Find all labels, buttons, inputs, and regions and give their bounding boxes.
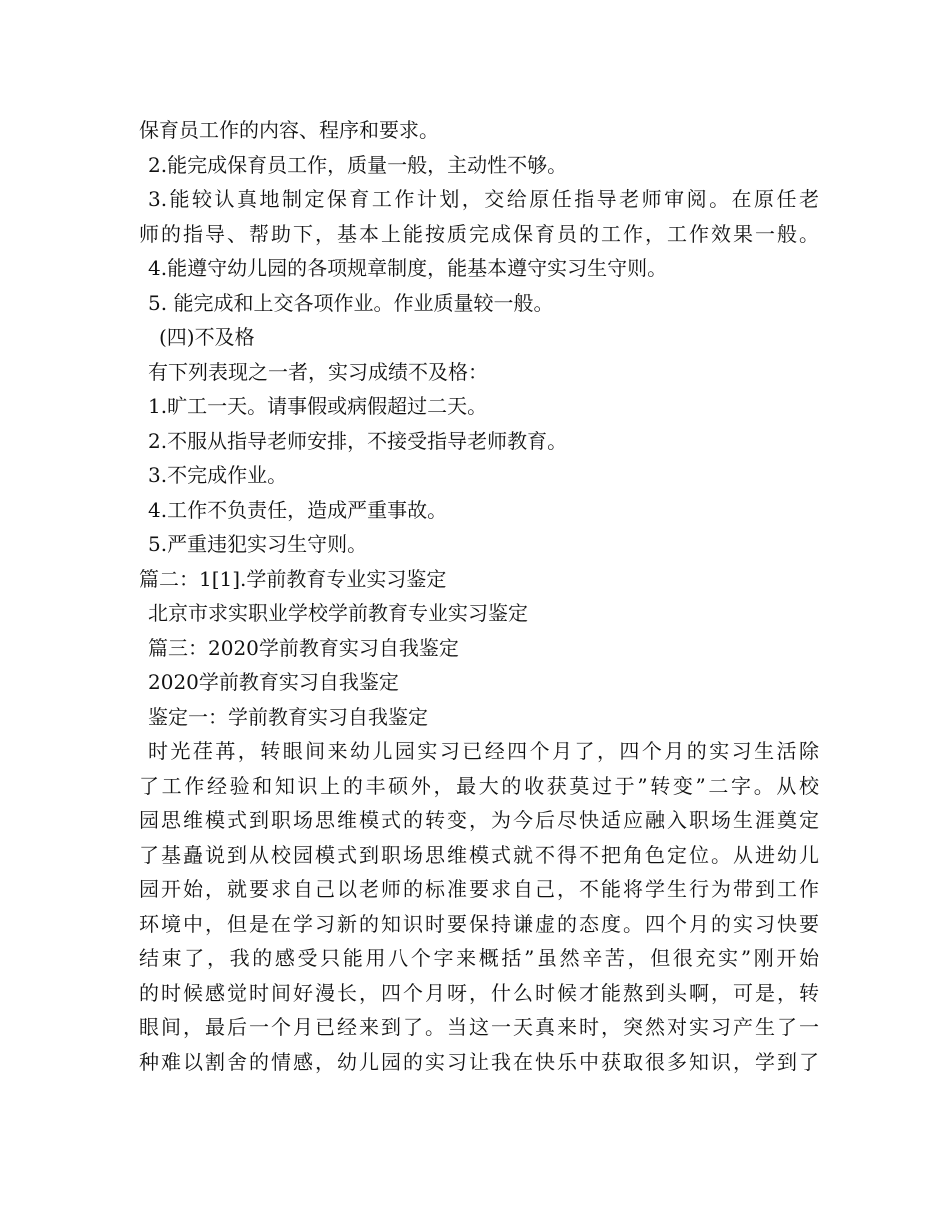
text-line: 的时候感觉时间好漫长，四个月呀，什么时候才能熬到头啊，可是，转: [139, 980, 819, 1005]
text-line: 4.能遵守幼儿园的各项规章制度，能基本遵守实习生守则。: [148, 256, 668, 280]
text-line: 时光荏苒，转眼间来幼儿园实习已经四个月了，四个月的实习生活除: [148, 739, 819, 763]
text-line: 3.能较认真地制定保育工作计划，交给原任指导老师审阅。在原任老: [148, 187, 819, 211]
text-line: 5. 能完成和上交各项作业。作业质量较一般。: [148, 290, 554, 315]
text-line: 鉴定一：学前教育实习自我鉴定: [148, 704, 428, 729]
text-line: 2.不服从指导老师安排，不接受指导老师教育。: [148, 428, 568, 453]
text-line: 园开始，就要求自己以老师的标准要求自己，不能将学生行为带到工作: [139, 877, 819, 901]
text-line: 4.工作不负责任，造成严重事故。: [148, 497, 448, 522]
text-line: 1.旷工一天。请事假或病假超过二天。: [148, 394, 488, 418]
text-line: 眼间，最后一个月已经来到了。当这一天真来时，突然对实习产生了一: [139, 1015, 819, 1039]
section-heading: (四)不及格: [159, 325, 255, 349]
text-line: 北京市求实职业学校学前教育专业实习鉴定: [148, 601, 528, 625]
text-line: 保育员工作的内容、程序和要求。: [139, 118, 439, 142]
chapter-heading: 篇三：2020学前教育实习自我鉴定: [148, 635, 459, 660]
text-line: 环境中，但是在学习新的知识时要保持谦虚的态度。四个月的实习快要: [139, 911, 819, 936]
text-line: 结束了，我的感受只能用八个字来概括”虽然辛苦，但很充实”刚开始: [139, 946, 819, 970]
text-line: 2.能完成保育员工作，质量一般，主动性不够。: [148, 152, 568, 177]
text-line: 3.不完成作业。: [148, 463, 288, 487]
text-line: 了基矗说到从校园模式到职场思维模式就不得不把角色定位。从进幼儿: [139, 842, 819, 867]
text-line: 园思维模式到职场思维模式的转变，为今后尽快适应融入职场生涯奠定: [139, 808, 819, 832]
chapter-heading: 篇二：1[1].学前教育专业实习鉴定: [139, 566, 447, 591]
text-line: 师的指导、帮助下，基本上能按质完成保育员的工作，工作效果一般。: [139, 221, 819, 246]
text-line: 2020学前教育实习自我鉴定: [148, 670, 399, 694]
text-line: 了工作经验和知识上的丰硕外，最大的收获莫过于”转变”二字。从校: [139, 773, 819, 798]
document-body: [139, 113, 819, 1079]
text-line: 5.严重违犯实习生守则。: [148, 532, 368, 556]
text-line: 有下列表现之一者，实习成绩不及格：: [148, 359, 488, 384]
text-line: 种难以割舍的情感，幼儿园的实习让我在快乐中获取很多知识，学到了: [139, 1049, 819, 1074]
